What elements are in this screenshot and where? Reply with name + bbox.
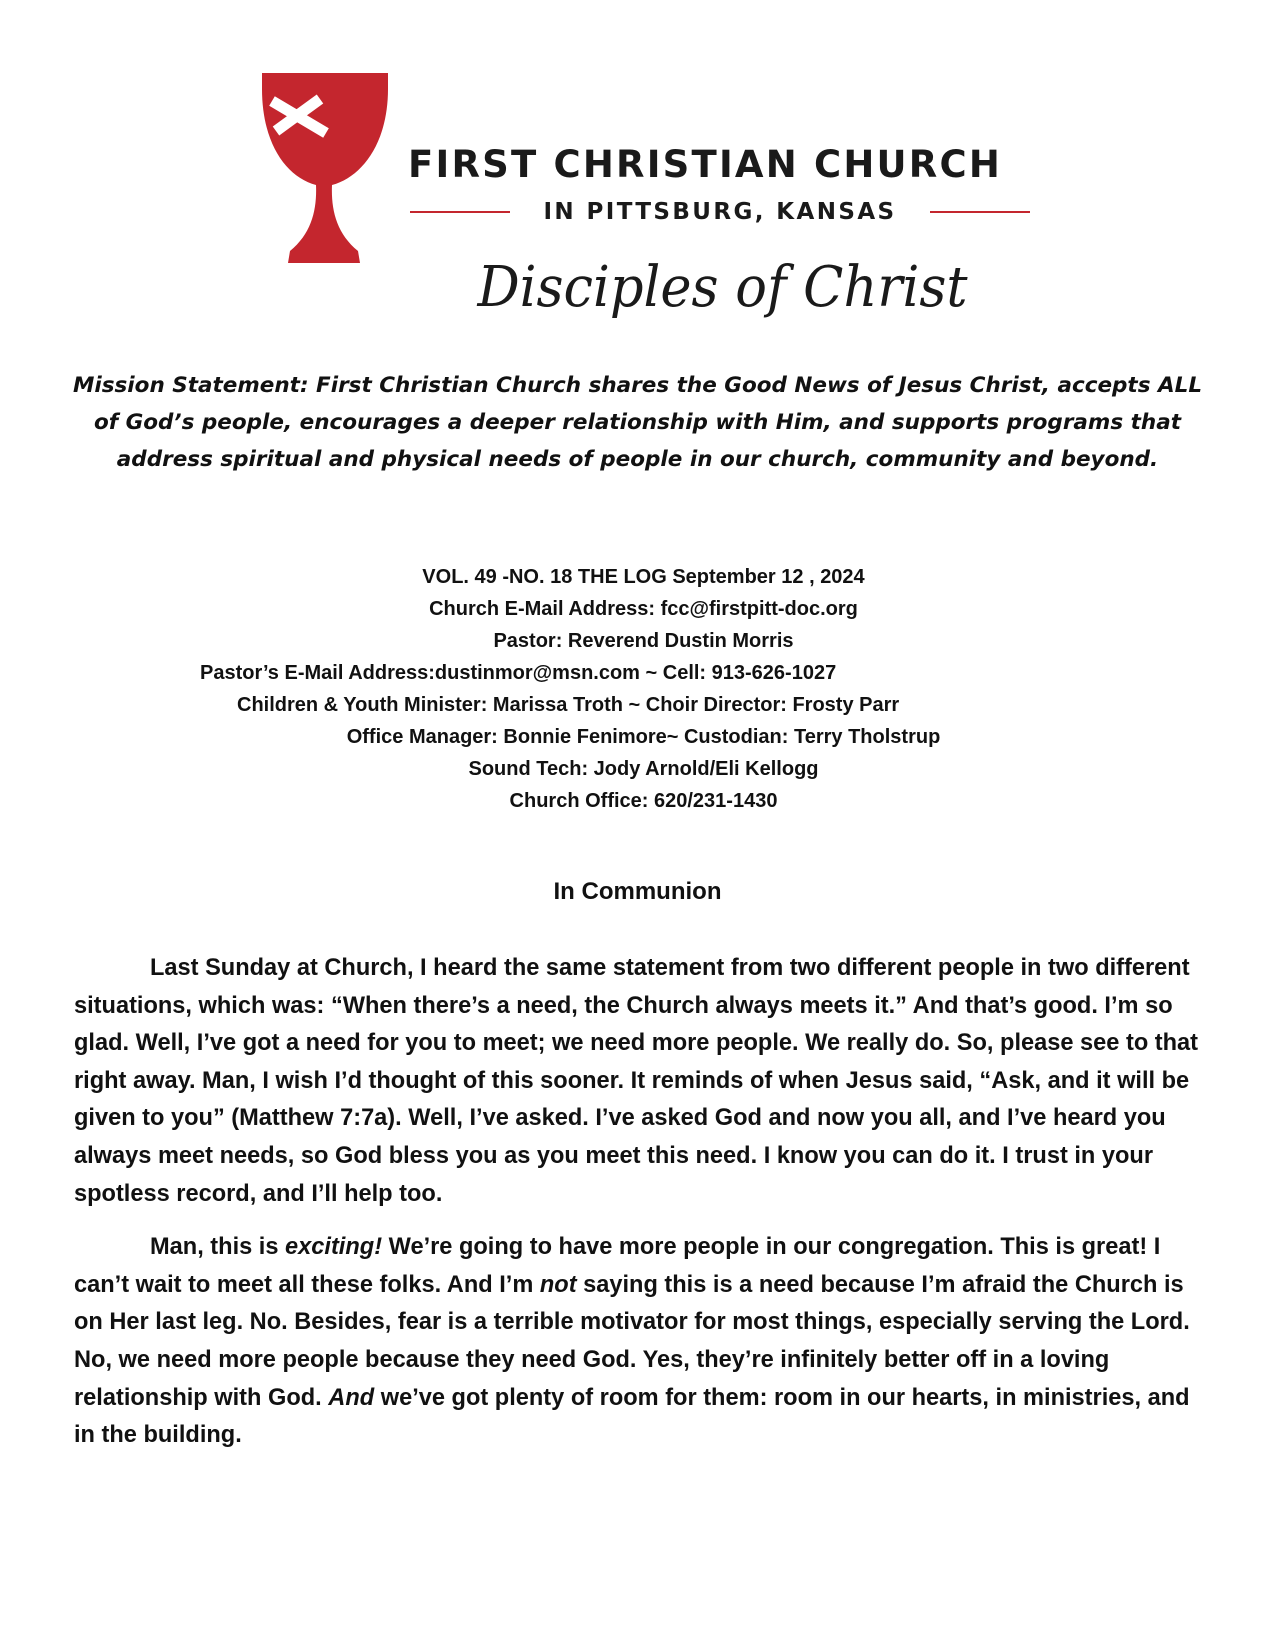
paragraph-2-text-d: we’ve got plenty of room for them: room in our hearts, in ministries, and in the building. [74,1384,1190,1449]
office-phone-line: Church Office: 620/231-1430 [509,790,778,812]
sound-tech-line: Sound Tech: Jody Arnold/Eli Kellogg [468,758,819,780]
article-paragraph-1: Last Sunday at Church, I heard the same statement from two different people in two different situations, which was: “When there’s a need, the Church always meets it.” And that’s good. I’m so glad. Well, I’ve got a need for you to meet; we need more people. We really do. So, please see to that right away. Man, I wish I’d thought of this sooner. It reminds of when Jesus said, “Ask, and it will be given to you” (Matthew 7:7a). Well, I’ve asked. I’ve asked God and now you all, and I’ve heard you always meet needs, so God bless you as you meet this need. I know you can do it. I trust in your spotless record, and I’ll help too. [74,955,1199,1207]
article-body [74,950,1204,1471]
church-name-wordmark: FIRST CHRISTIAN CHURCH [408,143,1002,186]
disciples-of-christ-script: Disciples of Christ [477,254,968,320]
church-email: Church E-Mail Address: fcc@firstpitt-doc.org [429,598,858,620]
church-location: IN PITTSBURG, KANSAS [543,199,897,225]
paragraph-2-emphasis-1: exciting! [285,1234,383,1261]
chalice-logo-icon [262,73,388,263]
paragraph-2-text-b: We’re going to have more people in our congregation. This is great! I can’t wait to meet all these folks. And I’m [74,1234,1161,1298]
right-red-rule [930,211,1030,213]
masthead [100,561,1175,817]
paragraph-2-emphasis-2: not [539,1271,577,1298]
staff-line-2: Office Manager: Bonnie Fenimore~ Custodian: Terry Tholstrup [346,726,941,748]
church-location-line [410,195,1030,229]
issue-line: VOL. 49 -NO. 18 THE LOG September 12 , 2024 [422,566,865,588]
pastor-contact-line: Pastor’s E-Mail Address:dustinmor@msn.com ~ Cell: 913-626-1027 [200,662,837,684]
paragraph-2-emphasis-3: And [328,1384,375,1411]
paragraph-2-text-c: saying this is a need because I’m afraid the Church is on Her last leg. No. Besides, fear is a terrible motivator for most things, especially serving the Lord. No, we need more people because they need God. Yes, they’re infinitely better off in a loving relationship with God. [74,1271,1190,1411]
left-red-rule [410,211,510,213]
paragraph-2-text-a: Man, this is [150,1234,286,1261]
pastor-line: Pastor: Reverend Dustin Morris [493,630,794,652]
article-title: In Communion [553,878,722,905]
staff-line-1: Children & Youth Minister: Marissa Troth ~ Choir Director: Frosty Parr [237,694,900,716]
article-paragraph-2 [74,1229,1204,1455]
mission-statement: Mission Statement: First Christian Church shares the Good News of Jesus Christ, accepts ALL of God’s people, encourages a deeper relationship with Him, and supports programs that address spiritual and physical needs of people in our church, community and beyond. [72,373,1203,472]
